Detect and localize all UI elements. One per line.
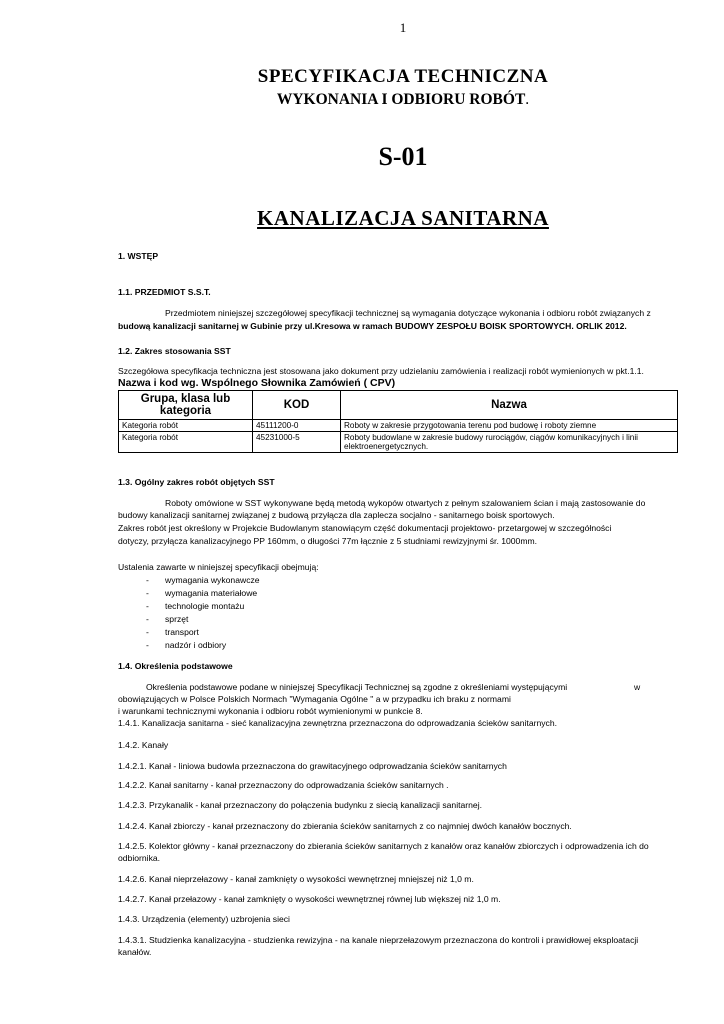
def-1-4-1: 1.4.1. Kanalizacja sanitarna - sieć kanalizacyjna zewnętrzna przeznaczona do odprowadzania ścieków sanitarnych. [118, 718, 558, 728]
spec-code: S-01 [378, 142, 428, 171]
list-bullet: - [146, 575, 149, 585]
def-1-4-2-2: 1.4.2.2. Kanał sanitarny - kanał przeznaczony do odprowadzania ścieków sanitarnych . [118, 780, 449, 790]
p13-line1: Roboty omówione w SST wykonywane będą metodą wykopów otwartych z pełnym szalowaniem ścian i mają zastosowanie do [165, 498, 646, 508]
list-bullet: - [146, 614, 149, 624]
list-bullet: - [146, 588, 149, 598]
col-header-name: Nazwa [341, 391, 678, 420]
subheading-text: WYKONANIA I ODBIORU ROBÓT [276, 91, 526, 108]
def-1-4-2-7: 1.4.2.7. Kanał przełazowy - kanał zamknięty o wysokości wewnętrznej równej lub większej niż 1,0 m. [118, 894, 501, 904]
p12: Szczegółowa specyfikacja techniczna jest stosowana jako dokument przy udzielaniu zamówienia i realizacji robót wymienionych w pkt.1.1. [118, 366, 644, 376]
list-bullet: - [146, 601, 149, 611]
def-1-4-3: 1.4.3. Urządzenia (elementy) uzbrojenia sieci [118, 914, 290, 924]
list-bullet: - [146, 640, 149, 650]
subheading-dot: . [525, 91, 530, 108]
table-row [119, 432, 678, 453]
heading-1-1: 1.1. PRZEDMIOT S.S.T. [118, 287, 211, 297]
list-item: sprzęt [165, 614, 189, 624]
p13-line2: budowy kanalizacji sanitarnej związanej z budową przyłącza dla zaplecza socjalno - sanitarnego boisk sportowych. [118, 510, 555, 520]
p14-line3: i warunkami technicznymi wykonania i odbioru robót wymienionymi w punkcie 8. [118, 706, 423, 716]
cpv-heading: Nazwa i kod wg. Wspólnego Słownika Zamówień ( CPV) [118, 377, 396, 389]
p13-line4: dotyczy, przyłącza kanalizacyjnego PP 160mm, o długości 77m łącznie z 5 studniami rewizyjnymi śr. 1000mm. [118, 536, 538, 546]
def-1-4-2-5-line2: odbiornika. [118, 853, 161, 863]
def-1-4-3-1-line1: 1.4.3.1. Studzienka kanalizacyjna - studzienka rewizyjna - na kanale nieprzełazowym przeznaczona do kontroli i prawidłowej eksploatacji [118, 935, 639, 945]
table-header-row [119, 391, 678, 420]
def-1-4-2-3: 1.4.2.3. Przykanalik - kanał przeznaczony do połączenia budynku z siecią kanalizacji sanitarnej. [118, 800, 483, 810]
p14-line1-end: w [634, 682, 641, 692]
p13-list-intro: Ustalenia zawarte w niniejszej specyfikacji obejmują: [118, 562, 319, 572]
cpv-table [118, 390, 678, 453]
table-cell: Roboty w zakresie przygotowania terenu pod budowę i roboty ziemne [341, 420, 678, 432]
page-number: 1 [399, 20, 407, 35]
table-cell: 45111200-0 [253, 420, 341, 432]
table-cell: 45231000-5 [253, 432, 341, 453]
col-header-group: Grupa, klasa lub kategoria [119, 391, 253, 420]
def-1-4-2-4: 1.4.2.4. Kanał zbiorczy - kanał przeznaczony do zbierania ścieków sanitarnych z co najmniej dwóch kanałów bocznych. [118, 821, 572, 831]
p14-line2: obowiązujących w Polsce Polskich Normach "Wymagania Ogólne " a w przypadku ich braku z normami [118, 694, 511, 704]
list-bullet: - [146, 627, 149, 637]
list-item: wymagania materiałowe [165, 588, 258, 598]
heading-1-4: 1.4. Określenia podstawowe [118, 661, 233, 671]
heading-1-2: 1.2. Zakres stosowania SST [118, 346, 231, 356]
p11-line2: budową kanalizacji sanitarnej w Gubinie przy ul.Kresowa w ramach BUDOWY ZESPOŁU BOISK SPORTOWYCH. ORLIK 2012. [118, 321, 627, 331]
table-row [119, 420, 678, 432]
list-item: wymagania wykonawcze [165, 575, 260, 585]
p13-line3: Zakres robót jest określony w Projekcie Budowlanym stanowiącym część dokumentacji projektowo- przetargowej w szczegółności [118, 523, 612, 533]
def-1-4-3-1-line2: kanałów. [118, 947, 152, 957]
p11-line1: Przedmiotem niniejszej szczegółowej specyfikacji technicznej są wymagania dotyczące wykonania i odbioru robót związanych z [165, 308, 651, 318]
list-item: nadzór i odbiory [165, 640, 227, 650]
doc-heading: SPECYFIKACJA TECHNICZNA [257, 66, 549, 87]
table-cell: Kategoria robót [119, 420, 253, 432]
def-1-4-2-1: 1.4.2.1. Kanał - liniowa budowla przeznaczona do grawitacyjnego odprowadzania ścieków sanitarnych [118, 761, 507, 771]
list-item: transport [165, 627, 199, 637]
def-1-4-2: 1.4.2. Kanały [118, 740, 169, 750]
table-cell: Kategoria robót [119, 432, 253, 453]
list-item: technologie montażu [165, 601, 245, 611]
col-header-code: KOD [253, 391, 341, 420]
table-cell: Roboty budowlane w zakresie budowy rurociągów, ciągów komunikacyjnych i linii elektroenergetycznych. [341, 432, 678, 453]
def-1-4-2-6: 1.4.2.6. Kanał nieprzełazowy - kanał zamknięty o wysokości wewnętrznej mniejszej niż 1,0 m. [118, 874, 474, 884]
def-1-4-2-5-line1: 1.4.2.5. Kolektor główny - kanał przeznaczony do zbierania ścieków sanitarnych z kanałów oraz kanałów zbiorczych i odprowadzenia ich do [118, 841, 649, 851]
heading-1: 1. WSTĘP [118, 251, 159, 261]
doc-subheading [0, 91, 724, 109]
p14-line1: Określenia podstawowe podane w niniejszej Specyfikacji Technicznej są zgodne z określeniami występującymi [146, 682, 568, 692]
section-title: KANALIZACJA SANITARNA [257, 206, 549, 230]
heading-1-3: 1.3. Ogólny zakres robót objętych SST [118, 477, 275, 487]
